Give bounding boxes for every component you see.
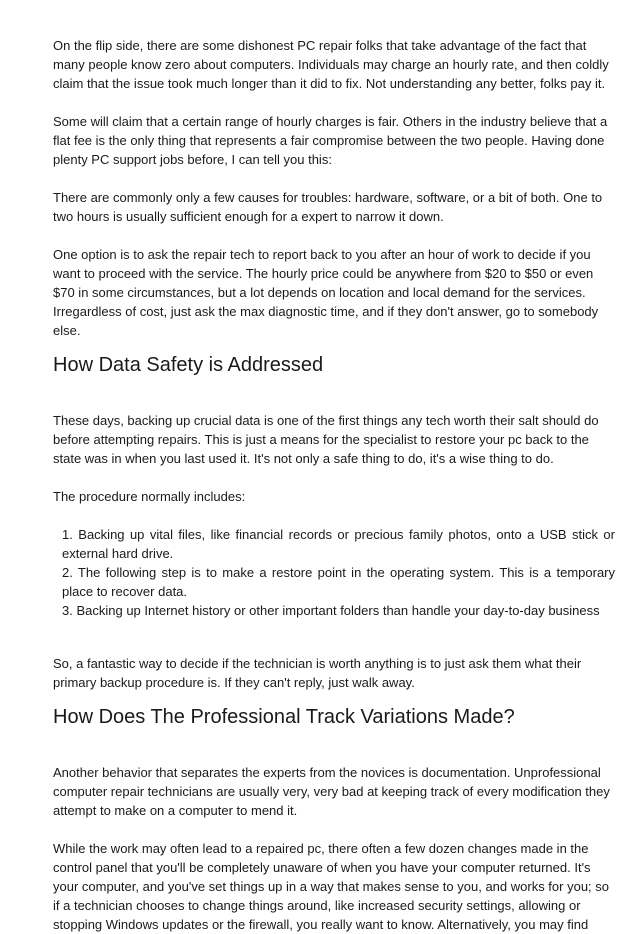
list-item: 3. Backing up Internet history or other important folders than handle your day-to-day business	[62, 603, 600, 618]
paragraph-hourly-charges: Some will claim that a certain range of hourly charges is fair. Others in the industry believe that a flat fee is the only thing that represents a fair compromise between the two people. Having done plenty PC support jobs before, I can tell you this:	[53, 114, 608, 167]
paragraph-dishonest-repair: On the flip side, there are some dishonest PC repair folks that take advantage of the fact that many people know zero about computers. Individuals may charge an hourly rate, and then coldly claim that the issue took much longer than it did to fix. Not understanding any better, folks pay it.	[53, 38, 609, 91]
list-item: 1. Backing up vital files, like financial records or precious family photos, onto a USB stick or external hard drive.	[62, 527, 615, 561]
paragraph-control-panel-changes: While the work may often lead to a repaired pc, there often a few dozen changes made in the control panel that you'll be completely unaware of when you have your computer returned. It's your computer, and you've set things up in a way that makes sense to you, and works for you; so if a technician chooses to change things around, like increased security settings, allowing or stopping Windows updates or the firewall, you really want to know. Alternatively, you may find	[53, 841, 610, 932]
paragraph-documentation: Another behavior that separates the experts from the novices is documentation. Unprofessional computer repair technicians are usually very, very bad at keeping track of every modification they attempt to make on a computer to mend it.	[53, 765, 610, 818]
paragraph-backing-up: These days, backing up crucial data is one of the first things any tech worth their salt should do before attempting repairs. This is just a means for the specialist to restore your pc back to the state was in when you last used it. It's not only a safe thing to do, it's a wise thing to do.	[53, 413, 599, 466]
heading-track-variations: How Does The Professional Track Variations Made?	[53, 706, 515, 728]
paragraph-procedure-intro: The procedure normally includes:	[53, 489, 246, 504]
procedure-list	[53, 525, 615, 620]
paragraph-backup-question: So, a fantastic way to decide if the technician is worth anything is to just ask them what their primary backup procedure is. If they can't reply, just walk away.	[53, 656, 582, 690]
document-page	[53, 36, 615, 934]
paragraph-report-back: One option is to ask the repair tech to report back to you after an hour of work to decide if you want to proceed with the service. The hourly price could be anywhere from $20 to $50 or even $70 in some circumstances, but a lot depends on location and local demand for the services. Irregardless of cost, just ask the max diagnostic time, and if they don't answer, go to somebody else.	[53, 247, 599, 338]
heading-data-safety: How Data Safety is Addressed	[53, 354, 324, 376]
list-item: 2. The following step is to make a restore point in the operating system. This is a temporary place to recover data.	[62, 565, 615, 599]
paragraph-common-causes: There are commonly only a few causes for troubles: hardware, software, or a bit of both. One to two hours is usually sufficient enough for a expert to narrow it down.	[53, 190, 603, 224]
